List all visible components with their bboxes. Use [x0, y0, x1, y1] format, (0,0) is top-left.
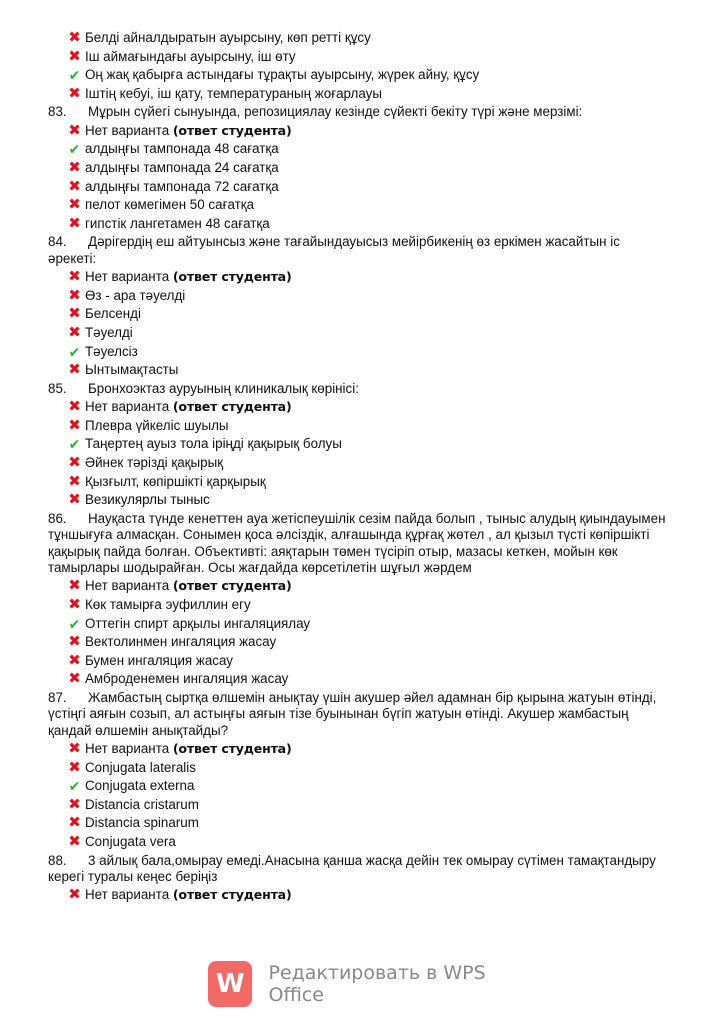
- answer-text: Нет варианта: [85, 269, 170, 285]
- answer-text: Conjugata vera: [85, 834, 176, 850]
- x-mark-icon: ✖: [68, 214, 81, 232]
- answer-text: Амброденемен ингаляция жасау: [85, 671, 289, 687]
- question: [48, 511, 668, 577]
- answer-option: [48, 178, 668, 197]
- answer-text: Іш аймағындағы ауырсыну, іш өту: [85, 48, 296, 64]
- answer-option: [48, 833, 668, 852]
- answer-option: [48, 814, 668, 833]
- x-mark-icon: ✖: [68, 177, 81, 195]
- answer-option: [48, 48, 668, 67]
- answer-option: [48, 417, 668, 436]
- x-mark-icon: ✖: [68, 84, 81, 102]
- answer-option: [48, 886, 668, 905]
- answer-text: Белді айналдыратын ауырсыну, көп ретті құсу: [85, 30, 371, 45]
- answer-text: Distancia cristarum: [85, 796, 199, 812]
- answer-text: Conjugata lateralis: [85, 759, 196, 775]
- answer-text: Нет варианта: [85, 741, 170, 757]
- answer-option: [48, 615, 668, 634]
- check-mark-icon: ✔: [68, 343, 81, 360]
- answer-option: [48, 140, 668, 159]
- answer-text: Distancia spinarum: [85, 815, 199, 831]
- question-text: Мұрын сүйегі сынуында, репозициялау кезінде сүйекті бекіту түрі және мерзімі:: [88, 104, 583, 120]
- x-mark-icon: ✖: [68, 398, 81, 416]
- answer-text: Өз - ара тәуелді: [85, 287, 186, 303]
- question: [48, 104, 668, 120]
- answer-text: Әйнек тәрізді қақырық: [85, 454, 224, 470]
- x-mark-icon: ✖: [68, 833, 81, 851]
- x-mark-icon: ✖: [68, 323, 81, 341]
- x-mark-icon: ✖: [68, 196, 81, 214]
- question-number: 88.: [48, 852, 67, 868]
- x-mark-icon: ✖: [68, 491, 81, 509]
- answer-text: Бумен ингаляция жасау: [85, 652, 233, 668]
- answer-text: Ынтымақтасты: [85, 362, 179, 378]
- answer-text: Тәуелсіз: [85, 343, 138, 359]
- answer-option: [48, 796, 668, 815]
- answer-text: Conjugata externa: [85, 778, 195, 794]
- answer-text: пелот көмегімен 50 сағатқа: [85, 197, 255, 213]
- question-text: Жамбастың сыртқа өлшемін анықтау үшін акушер әйел адамнан бір қырына жатуын өтінді, үстіңгі аяғын созып, ал астыңғы аяғын тізе буынынан бүгіп жатуын өтінді. Акушер жамбастың қандай өлшемін анықтайды?: [48, 689, 657, 738]
- question: [48, 381, 668, 397]
- x-mark-icon: ✖: [68, 633, 81, 651]
- x-mark-icon: ✖: [68, 595, 81, 613]
- answer-text: алдыңғы тампонада 72 сағатқа: [85, 178, 279, 194]
- answer-text: Іштің кебуі, іш қату, температураның жоғарлауы: [85, 85, 382, 101]
- wps-logo-icon[interactable]: W: [208, 961, 252, 1007]
- x-mark-icon: ✖: [68, 740, 81, 758]
- check-mark-icon: ✔: [68, 141, 81, 158]
- answer-text: алдыңғы тампонада 24 сағатқа: [85, 159, 279, 175]
- check-mark-icon: ✔: [68, 778, 81, 795]
- answer-option: [48, 85, 668, 104]
- answer-text: Плевра үйкеліс шуылы: [85, 417, 229, 433]
- answer-text: Белсенді: [85, 306, 141, 322]
- answer-text: Тәуелді: [85, 324, 133, 340]
- answer-option: [48, 159, 668, 178]
- x-mark-icon: ✖: [68, 268, 81, 286]
- answer-option: [48, 777, 668, 796]
- answer-option: [48, 577, 668, 596]
- student-answer-tag: (ответ студента): [172, 578, 292, 594]
- x-mark-icon: ✖: [68, 121, 81, 139]
- question: [48, 853, 668, 886]
- student-answer-tag: (ответ студента): [172, 399, 292, 415]
- x-mark-icon: ✖: [68, 361, 81, 379]
- answer-option: [48, 596, 668, 615]
- answer-option: [48, 324, 668, 343]
- student-answer-tag: (ответ студента): [172, 122, 292, 138]
- answer-option: [48, 287, 668, 306]
- question: [48, 234, 668, 267]
- answer-option: [48, 305, 668, 324]
- student-answer-tag: (ответ студента): [172, 269, 292, 285]
- answer-option: [48, 122, 668, 141]
- check-mark-icon: ✔: [68, 615, 81, 632]
- check-mark-icon: ✔: [68, 67, 81, 84]
- answer-option: [48, 398, 668, 417]
- answer-option: [48, 196, 668, 215]
- question: [48, 690, 668, 739]
- x-mark-icon: ✖: [68, 29, 81, 46]
- answer-option: [48, 268, 668, 287]
- answer-option: [48, 215, 668, 234]
- student-answer-tag: (ответ студента): [172, 887, 292, 903]
- x-mark-icon: ✖: [68, 416, 81, 434]
- answer-option: [48, 29, 668, 48]
- answer-option: [48, 652, 668, 671]
- x-mark-icon: ✖: [68, 305, 81, 323]
- answer-option: [48, 740, 668, 759]
- x-mark-icon: ✖: [68, 47, 81, 65]
- x-mark-icon: ✖: [68, 670, 81, 688]
- x-mark-icon: ✖: [68, 795, 81, 813]
- answer-text: гипстік лангетамен 48 сағатқа: [85, 215, 270, 231]
- answer-option: [48, 670, 668, 689]
- answer-option: [48, 491, 668, 510]
- answer-text: Вектолинмен ингаляция жасау: [85, 634, 277, 650]
- x-mark-icon: ✖: [68, 453, 81, 471]
- wps-edit-label[interactable]: Редактировать в WPS Office: [268, 962, 486, 1006]
- x-mark-icon: ✖: [68, 758, 81, 776]
- answer-option: [48, 66, 668, 85]
- answer-text: Нет варианта: [85, 399, 170, 415]
- answer-text: Таңертең ауыз тола іріңді қақырық болуы: [85, 436, 342, 452]
- x-mark-icon: ✖: [68, 886, 81, 904]
- answer-text: Нет варианта: [85, 578, 170, 594]
- answer-text: Нет варианта: [85, 887, 170, 903]
- x-mark-icon: ✖: [68, 651, 81, 669]
- question-number: 84.: [48, 234, 67, 250]
- question-number: 86.: [48, 510, 67, 526]
- question-number: 85.: [48, 380, 67, 396]
- answer-option: [48, 454, 668, 473]
- x-mark-icon: ✖: [68, 286, 81, 304]
- answer-option: [48, 435, 668, 454]
- answer-text: алдыңғы тампонада 48 сағатқа: [85, 141, 279, 157]
- quiz-document: [48, 29, 668, 905]
- answer-option: [48, 361, 668, 380]
- answer-text: Қызғылт, көпіршікті қарқырық: [85, 473, 266, 489]
- answer-option: [48, 633, 668, 652]
- x-mark-icon: ✖: [68, 472, 81, 490]
- question-text: 3 айлық бала,омырау емеді.Анасына қанша жасқа дейін тек омырау сүтімен тамақтандыру керегі туралы кеңес беріңіз: [48, 852, 656, 885]
- x-mark-icon: ✖: [68, 158, 81, 176]
- question-text: Бронхоэктаз ауруының клиникалық көрінісі:: [88, 380, 359, 396]
- answer-option: [48, 343, 668, 362]
- wps-edit-banner[interactable]: [208, 961, 538, 1007]
- answer-text: Нет варианта: [85, 122, 170, 138]
- student-answer-tag: (ответ студента): [172, 741, 292, 757]
- answer-text: Оң жақ қабырға астындағы тұрақты ауырсыну, жүрек айну, құсу: [85, 67, 480, 83]
- x-mark-icon: ✖: [68, 577, 81, 595]
- answer-text: Көк тамырға эуфиллин егу: [85, 596, 251, 612]
- check-mark-icon: ✔: [68, 436, 81, 453]
- question-text: Дәрігердің еш айтуынсыз және тағайындауысыз мейірбикенің өз еркімен жасайтын іс әрекеті:: [48, 234, 620, 266]
- answer-text: Везикулярлы тыныс: [85, 492, 210, 508]
- answer-text: Оттегін спирт арқылы ингаляциялау: [85, 615, 311, 631]
- question-number: 87.: [48, 689, 67, 705]
- question-number: 83.: [48, 104, 67, 120]
- answer-option: [48, 759, 668, 778]
- x-mark-icon: ✖: [68, 814, 81, 832]
- question-text: Науқаста түнде кенеттен ауа жетіспеушілік сезім пайда болып , тыныс алудың қиындауымен тұншығуға алмасқан. Сонымен қоса әлсіздік, алғашында құрғақ жөтел , ал қызыл түсті көпіршікті қақырық пайда болған. Объективті: аяқтарын төмен түсіріп отыр, мазасы кеткен, мойын көк тамырлары шодырайған. Осы жағдайда көрсетілетін шұғыл жәрдем: [48, 510, 666, 575]
- answer-option: [48, 473, 668, 492]
